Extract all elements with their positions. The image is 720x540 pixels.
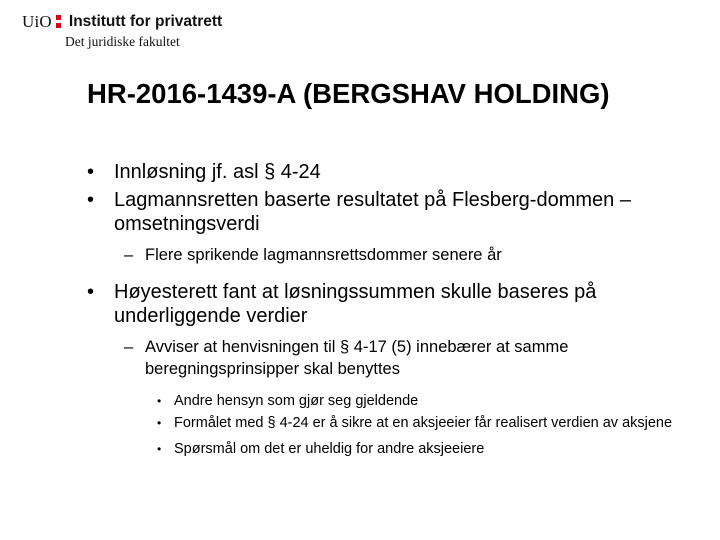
slide-body: [87, 160, 687, 460]
sub-sub-bullet-item: [157, 438, 687, 460]
bullet-icon: •: [157, 394, 162, 408]
bullet-text: Formålet med § 4-24 er å sikre at en aksjeeier får realisert verdien av aksjene: [174, 415, 673, 431]
bullet-item: [87, 280, 687, 328]
bullet-item: [87, 160, 687, 184]
bullet-item: [87, 188, 687, 236]
uio-colon-icon: [55, 14, 63, 30]
faculty-name: Det juridiske fakultet: [65, 34, 180, 49]
sub-bullet-item: [124, 336, 687, 380]
sub-sub-bullet-item: [157, 390, 687, 412]
bullet-text: Høyesterett fant at løsningssummen skulle baseres på underliggende verdier: [114, 281, 597, 327]
bullet-text: Andre hensyn som gjør seg gjeldende: [174, 393, 419, 409]
bullet-icon: •: [87, 281, 95, 303]
bullet-text: Avviser at henvisningen til § 4-17 (5) innebærer at samme beregningsprinsipper skal benyttes: [145, 338, 569, 378]
bullet-text: Lagmannsretten baserte resultatet på Flesberg-dommen – omsetningsverdi: [114, 189, 631, 235]
bullet-icon: •: [87, 189, 95, 211]
bullet-text: Flere sprikende lagmannsrettsdommer senere år: [145, 246, 502, 264]
dash-icon: –: [124, 338, 134, 356]
bullet-text: Innløsning jf. asl § 4-24: [114, 161, 321, 183]
bullet-icon: •: [87, 161, 95, 183]
bullet-icon: •: [157, 416, 162, 430]
uio-logo-text: UiO: [22, 12, 52, 31]
sub-bullet-item: [124, 244, 687, 266]
slide-title: HR-2016-1439-A (BERGSHAV HOLDING): [87, 78, 610, 109]
header: [22, 12, 222, 50]
bullet-text: Spørsmål om det er uheldig for andre aksjeeiere: [174, 441, 485, 457]
sub-sub-bullet-item: [157, 412, 687, 434]
institute-name: Institutt for privatrett: [68, 13, 223, 30]
dash-icon: –: [124, 246, 134, 264]
bullet-icon: •: [157, 442, 162, 456]
header-logo-row: [22, 12, 222, 32]
